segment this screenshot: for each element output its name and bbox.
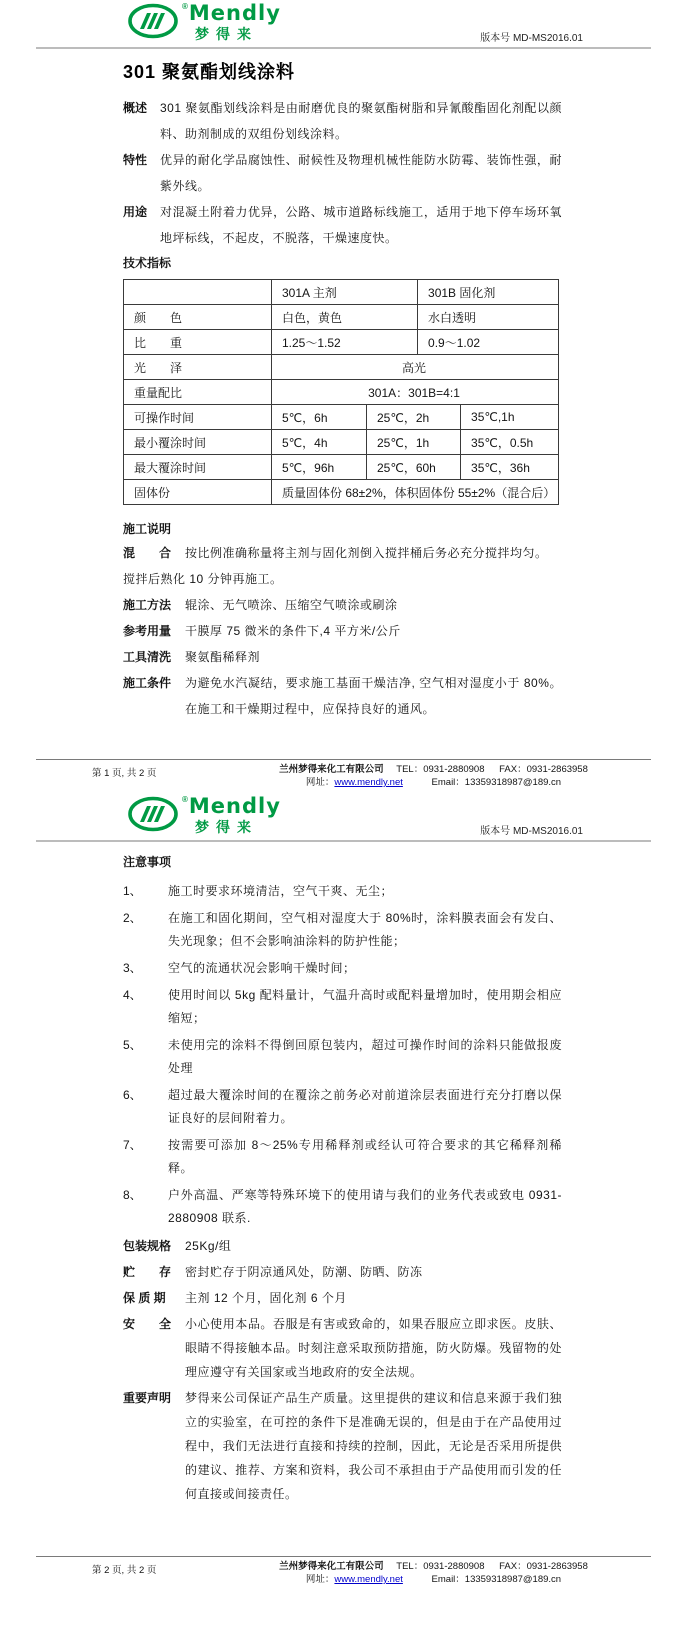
website-label: 网址： [305, 777, 335, 788]
row-label: 颜 色 [124, 305, 272, 330]
page1-header [0, 0, 687, 47]
table-cell: 35℃,1h [461, 405, 559, 430]
shelf-life-text: 主剂 12 个月，固化剂 6 个月 [185, 1291, 347, 1305]
safety-text: 小心使用本品。吞服是有害或致命的，如果吞服应立即求医。皮肤、眼睛不得接触本品。时刻注意采取预防措施，防火防爆。残留物的处理应遵守有关国家或当地政府的安全法规。 [185, 1317, 562, 1379]
storage-row [123, 1260, 562, 1284]
tool-cleaning-text: 聚氨酯稀释剂 [185, 650, 261, 664]
table-row-color [124, 305, 559, 330]
brand-name: Mendly [188, 1, 281, 25]
mixing-row [123, 540, 562, 566]
page2-header [0, 793, 687, 840]
note-item [123, 1034, 562, 1080]
row-label: 最大覆涂时间 [124, 455, 272, 480]
table-row-pot-life [124, 405, 559, 430]
storage-text: 密封贮存于阴凉通风处，防潮、防晒、防冻 [185, 1265, 423, 1279]
dosage-row [123, 618, 562, 644]
conditions-row [123, 670, 562, 722]
brand-name: Mendly [188, 794, 281, 818]
mendly-logo [128, 3, 281, 44]
note-item [123, 880, 562, 903]
page1-footer [0, 759, 687, 789]
table-cell-301a: 301A 主剂 [272, 280, 418, 305]
note-item [123, 1134, 562, 1180]
shelf-life-row [123, 1286, 562, 1310]
table-row-solids [124, 480, 559, 505]
version-label: 版本号 MD-MS2016.01 [480, 826, 583, 837]
brand-name-cn: 梦得来 [195, 819, 258, 835]
table-cell: 25℃，60h [367, 455, 461, 480]
dosage-label: 参考用量 [123, 624, 172, 638]
page2-footer [0, 1556, 687, 1586]
row-label: 固体份 [124, 480, 272, 505]
brand-name-cn: 梦得来 [195, 26, 258, 42]
section-text: 优异的耐化学品腐蚀性、耐候性及物理机械性能防水防霉、装饰性强，耐紫外线。 [160, 153, 562, 193]
company-info [210, 763, 687, 789]
section-overview [123, 95, 562, 147]
section-label: 概述 [123, 101, 148, 115]
note-number: 8、 [123, 1188, 142, 1202]
safety-row [123, 1312, 562, 1384]
table-row-mix-ratio [124, 380, 559, 405]
note-item [123, 984, 562, 1030]
table-header-row [124, 280, 559, 305]
table-cell: 25℃，2h [367, 405, 461, 430]
section-text: 对混凝土附着力优异，公路、城市道路标线施工，适用于地下停车场环氧地坪标线，不起皮，不脱落，干燥速度快。 [160, 205, 562, 245]
mendly-logo-icon [128, 3, 178, 39]
note-number: 1、 [123, 884, 142, 898]
registered-trademark-icon: ® [182, 2, 188, 11]
table-cell: 301A：301B=4:1 [272, 380, 559, 405]
mixing-label: 混 合 [123, 546, 172, 560]
note-number: 2、 [123, 911, 142, 925]
mixing-text: 按比例准确称量将主剂与固化剂倒入搅拌桶后务必充分搅拌均匀。 [185, 546, 548, 560]
table-cell: 35℃，36h [461, 455, 559, 480]
method-text: 辊涂、无气喷涂、压缩空气喷涂或刷涂 [185, 598, 398, 612]
mendly-logo [128, 796, 281, 837]
construction-heading: 施工说明 [123, 522, 172, 536]
shelf-life-label: 保 质 期 [123, 1291, 166, 1305]
disclaimer-row [123, 1386, 562, 1506]
header-divider [36, 840, 651, 842]
method-row [123, 592, 562, 618]
company-info [210, 1560, 687, 1586]
table-row-gloss [124, 355, 559, 380]
note-text: 施工时要求环境清洁，空气干爽、无尘； [168, 884, 394, 898]
table-cell: 35℃，0.5h [461, 430, 559, 455]
registered-trademark-icon: ® [182, 795, 188, 804]
section-label: 特性 [123, 153, 148, 167]
fax-text: FAX：0931-2863958 [499, 1561, 588, 1572]
note-number: 7、 [123, 1138, 142, 1152]
section-text: 301 聚氨酯划线涂料是由耐磨优良的聚氨酯树脂和异氰酸酯固化剂配以颜料、助剂制成的双组份划线涂料。 [160, 101, 562, 141]
row-label: 比 重 [124, 330, 272, 355]
packaging-label: 包装规格 [123, 1239, 172, 1253]
tel-text: TEL：0931-2880908 [396, 1561, 485, 1572]
row-label: 光 泽 [124, 355, 272, 380]
table-cell: 白色，黄色 [272, 305, 418, 330]
row-label: 重量配比 [124, 380, 272, 405]
version-label: 版本号 MD-MS2016.01 [480, 33, 583, 44]
table-cell-empty [124, 280, 272, 305]
brand-text-block [182, 3, 281, 44]
section-features [123, 147, 562, 199]
fax-text: FAX：0931-2863958 [499, 764, 588, 775]
table-cell: 0.9～1.02 [418, 330, 559, 355]
website-label: 网址： [305, 1574, 335, 1585]
company-name: 兰州梦得来化工有限公司 [279, 1561, 384, 1572]
header-divider [36, 47, 651, 49]
page-title: 301 聚氨酯划线涂料 [123, 62, 296, 82]
table-cell: 5℃，96h [272, 455, 367, 480]
table-cell: 25℃，1h [367, 430, 461, 455]
note-text: 按需要可添加 8～25%专用稀释剂或经认可符合要求的其它稀释剂稀释。 [168, 1138, 562, 1175]
method-label: 施工方法 [123, 598, 172, 612]
note-number: 5、 [123, 1038, 142, 1052]
table-row-min-recoat [124, 430, 559, 455]
email-text: Email：13359318987@189.cn [431, 1574, 562, 1585]
tool-cleaning-row [123, 644, 562, 670]
tel-text: TEL：0931-2880908 [396, 764, 485, 775]
dosage-text: 干膜厚 75 微米的条件下,4 平方米/公斤 [185, 624, 401, 638]
table-cell: 质量固体份 68±2%，体积固体份 55±2%（混合后） [272, 480, 559, 505]
website-link[interactable]: www.mendly.net [334, 777, 403, 788]
email-text: Email：13359318987@189.cn [431, 777, 562, 788]
conditions-label: 施工条件 [123, 676, 172, 690]
table-cell-301b: 301B 固化剂 [418, 280, 559, 305]
note-item [123, 957, 562, 980]
company-name: 兰州梦得来化工有限公司 [279, 764, 384, 775]
note-text: 未使用完的涂料不得倒回原包装内，超过可操作时间的涂料只能做报废处理 [168, 1038, 562, 1075]
row-label: 可操作时间 [124, 405, 272, 430]
table-row-max-recoat [124, 455, 559, 480]
note-item [123, 1184, 562, 1230]
note-text: 户外高温、严寒等特殊环境下的使用请与我们的业务代表或致电 0931-2880908 联系. [168, 1188, 562, 1225]
disclaimer-text: 梦得来公司保证产品生产质量。这里提供的建议和信息来源于我们独立的实验室，在可控的条件下是准确无误的，但是由于在产品使用过程中，我们无法进行直接和持续的控制，因此，无论是否采用所提供的建议、推荐、方案和资料，我公司不承担由于产品使用而引发的任何直接或间接责任。 [185, 1391, 562, 1501]
page-number: 第 1 页, 共 2 页 [92, 768, 157, 779]
note-number: 3、 [123, 961, 142, 975]
safety-label: 安 全 [123, 1317, 172, 1331]
note-number: 6、 [123, 1088, 142, 1102]
packaging-row [123, 1234, 562, 1258]
note-item [123, 907, 562, 953]
conditions-text: 为避免水汽凝结，要求施工基面干燥洁净, 空气相对湿度小于 80%。在施工和干燥期过程中，应保持良好的通风。 [185, 676, 562, 716]
row-label: 最小覆涂时间 [124, 430, 272, 455]
table-cell: 5℃，6h [272, 405, 367, 430]
page1-content [123, 58, 562, 722]
table-cell: 水白透明 [418, 305, 559, 330]
table-cell: 高光 [272, 355, 559, 380]
website-link[interactable]: www.mendly.net [334, 1574, 403, 1585]
table-row-specific-gravity [124, 330, 559, 355]
note-number: 4、 [123, 988, 142, 1002]
tech-specs-heading: 技术指标 [123, 256, 172, 270]
tool-cleaning-label: 工具清洗 [123, 650, 172, 664]
section-label: 用途 [123, 205, 148, 219]
page2-content [123, 852, 562, 1506]
brand-text-block [182, 796, 281, 837]
section-uses [123, 199, 562, 251]
mixing-text-continued: 搅拌后熟化 10 分钟再施工。 [123, 572, 283, 586]
note-text: 使用时间以 5kg 配料量计，气温升高时或配料量增加时，使用期会相应缩短； [168, 988, 562, 1025]
table-cell: 5℃，4h [272, 430, 367, 455]
notes-heading: 注意事项 [123, 855, 172, 869]
disclaimer-label: 重要声明 [123, 1391, 172, 1405]
note-text: 在施工和固化期间，空气相对湿度大于 80%时，涂料膜表面会有发白、失光现象；但不会影响油涂料的防护性能； [168, 911, 562, 948]
packaging-text: 25Kg/组 [185, 1239, 232, 1253]
table-cell: 1.25～1.52 [272, 330, 418, 355]
storage-label: 贮 存 [123, 1265, 172, 1279]
tech-specs-table [123, 279, 559, 505]
mendly-logo-icon [128, 796, 178, 832]
page-number: 第 2 页, 共 2 页 [92, 1565, 157, 1576]
note-item [123, 1084, 562, 1130]
note-text: 超过最大覆涂时间的在覆涂之前务必对前道涂层表面进行充分打磨以保证良好的层间附着力。 [168, 1088, 562, 1125]
note-text: 空气的流通状况会影响干燥时间； [168, 961, 356, 975]
